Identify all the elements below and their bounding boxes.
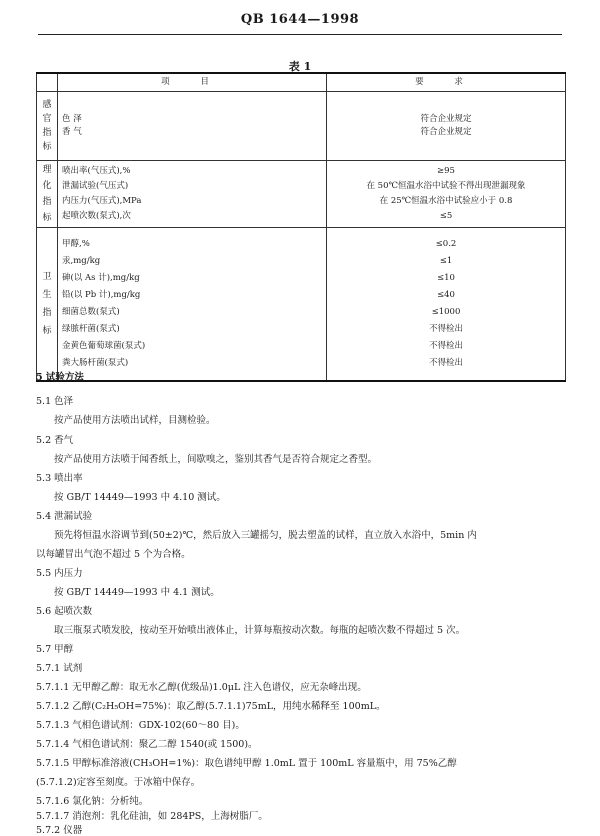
table-caption: 表 1: [288, 60, 312, 73]
req-cell: [327, 161, 566, 228]
paragraph: 5.7.1.4 气相色谱试剂：聚乙二醇 1540(或 1500)。: [36, 739, 258, 750]
clause-heading: 5.7.1 试剂: [36, 663, 83, 674]
paragraph: 按产品使用方法喷出试样，目测检验。: [54, 415, 216, 426]
paragraph: 按 GB/T 14449—1993 中 4.1 测试。: [54, 587, 220, 598]
paragraph: 5.7.1.2 乙醇(C₂H₅OH=75%)：取乙醇(5.7.1.1)75mL，用纯水稀释至 100mL。: [36, 701, 386, 712]
item-text: 香 气: [62, 127, 82, 137]
req-text: 在 50℃恒温水浴中试验不得出现泄漏现象: [366, 181, 526, 191]
paragraph: 按产品使用方法喷于闻香纸上，间歇嗅之，鉴别其香气是否符合规定之香型。: [54, 454, 378, 465]
clause-heading: 5.7 甲醇: [36, 644, 74, 655]
req-text: 在 25℃恒温水浴中试验应小于 0.8: [379, 196, 513, 206]
req-text: ≥95: [437, 166, 455, 176]
paragraph: 取三瓶泵式喷发胶，按动至开始喷出液体止，计算每瓶按动次数。每瓶的起喷次数不得超过 5 次。: [54, 625, 466, 636]
category-cell: [37, 228, 58, 382]
item-column-header: 项 目: [58, 73, 327, 92]
category-label: 卫生指标: [42, 272, 52, 336]
item-text: 汞,mg/kg: [62, 256, 101, 266]
item-text: 起喷次数(泵式),次: [62, 211, 131, 221]
clause-heading: 5.7.2 仪器: [36, 825, 83, 836]
item-text: 铅(以 Pb 计),mg/kg: [62, 290, 141, 300]
item-cell: [58, 92, 327, 161]
clause-heading: 5.2 香气: [36, 435, 74, 446]
item-text: 绿脓杆菌(泵式): [62, 324, 120, 334]
table-row: [37, 92, 566, 161]
item-cell: [58, 228, 327, 382]
paragraph: 5.7.1.5 甲醇标准溶液(CH₃OH=1%)：取色谱纯甲醇 1.0mL 置于 100mL 容量瓶中，用 75%乙醇: [36, 758, 457, 769]
section-heading: 5 试验方法: [36, 372, 84, 383]
table-row: [37, 161, 566, 228]
item-text: 金黄色葡萄球菌(泵式): [62, 341, 146, 351]
req-text: 不得检出: [428, 324, 463, 334]
req-text: 不得检出: [428, 358, 463, 368]
item-text: 砷(以 As 计),mg/kg: [62, 273, 140, 283]
item-text: 内压力(气压式),MPa: [62, 196, 142, 206]
req-text: 符合企业规定: [420, 127, 472, 137]
paragraph: 5.7.1.1 无甲醇乙醇：取无水乙醇(优级品)1.0μL 注入色谱仪，应无杂峰出现。: [36, 682, 367, 693]
standard-number: QB 1644—1998: [240, 12, 360, 27]
clause-heading: 5.3 喷出率: [36, 473, 83, 484]
req-text: ≤5: [439, 211, 453, 221]
clause-heading: 5.1 色泽: [36, 396, 74, 407]
corner-cell: [37, 73, 58, 92]
item-text: 粪大肠杆菌(泵式): [62, 358, 129, 368]
req-text: 符合企业规定: [420, 114, 472, 124]
req-column-header: 要 求: [327, 73, 566, 92]
item-cell: [58, 161, 327, 228]
category-label: 理化指标: [42, 165, 52, 223]
paragraph: 预先将恒温水浴调节到(50±2)℃，然后放入三罐摇匀，脱去塑盖的试样，直立放入水浴中，5min 内: [54, 530, 477, 541]
req-text: ≤1: [439, 256, 453, 266]
paragraph: 以每罐冒出气泡不超过 5 个为合格。: [36, 549, 191, 560]
item-text: 泄漏试验(气压式): [62, 181, 129, 191]
spec-table: [36, 72, 566, 382]
req-text: ≤10: [437, 273, 455, 283]
req-text: ≤1000: [431, 307, 461, 317]
table-header-row: [37, 73, 566, 92]
category-cell: [37, 92, 58, 161]
clause-heading: 5.6 起喷次数: [36, 606, 93, 617]
req-text: ≤0.2: [435, 239, 457, 249]
paragraph: 按 GB/T 14449—1993 中 4.10 测试。: [54, 492, 226, 503]
req-cell: [327, 228, 566, 382]
item-text: 色 泽: [62, 114, 82, 124]
item-text: 喷出率(气压式),%: [62, 166, 131, 176]
paragraph: 5.7.1.7 消泡剂：乳化硅油，如 284PS，上海树脂厂。: [36, 811, 268, 822]
table-row: [37, 228, 566, 382]
req-cell: [327, 92, 566, 161]
clause-heading: 5.5 内压力: [36, 568, 83, 579]
paragraph: 5.7.1.6 氯化钠：分析纯。: [36, 796, 149, 807]
paragraph: (5.7.1.2)定容至刻度。于冰箱中保存。: [36, 777, 201, 788]
clause-heading: 5.4 泄漏试验: [36, 511, 93, 522]
category-cell: [37, 161, 58, 228]
req-text: 不得检出: [428, 341, 463, 351]
item-text: 甲醇,%: [62, 239, 90, 249]
item-text: 细菌总数(泵式): [62, 307, 120, 317]
category-label: 感官指标: [42, 100, 52, 152]
header-rule: [38, 34, 562, 35]
paragraph: 5.7.1.3 气相色谱试剂：GDX-102(60～80 目)。: [36, 720, 245, 731]
req-text: ≤40: [437, 290, 455, 300]
